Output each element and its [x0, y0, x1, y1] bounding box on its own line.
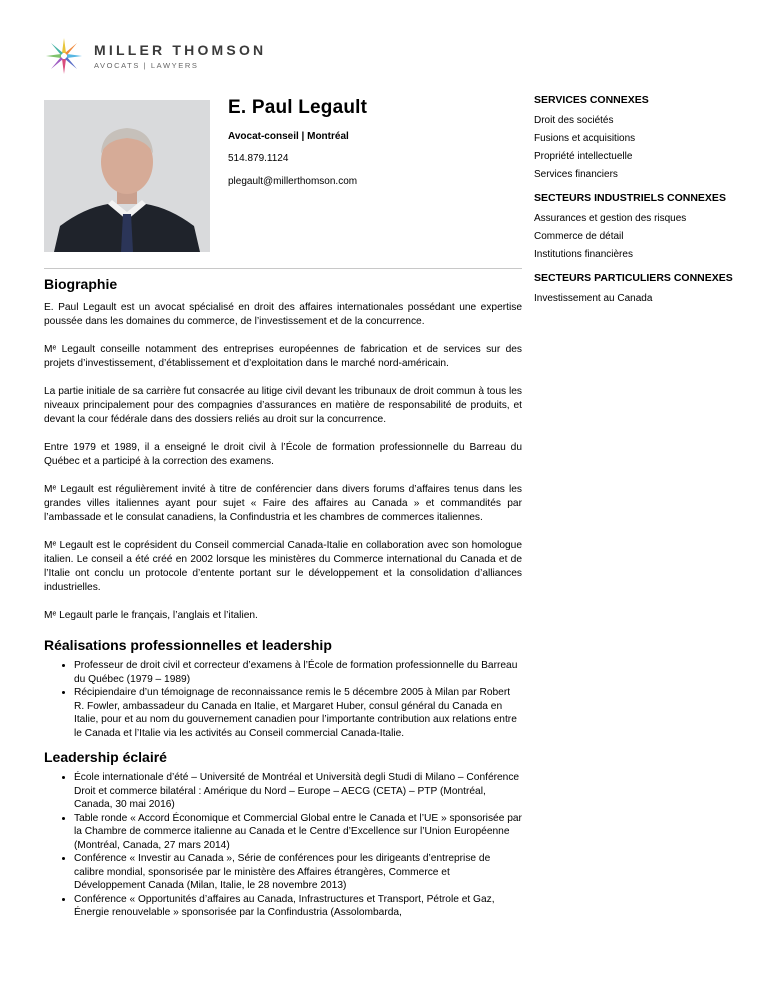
biography-paragraph: Mᵉ Legault parle le français, l’anglais et l’italien. [44, 610, 258, 621]
lawyer-name: E. Paul Legault [228, 97, 368, 118]
related-service-link[interactable]: Droit des sociétés [534, 115, 614, 126]
biography-paragraph: Entre 1979 et 1989, il a enseigné le droit civil à l’École de formation professionnelle du Barreau du Québec et a participé à la correction des examens. [44, 442, 522, 467]
biography-paragraph: E. Paul Legault est un avocat spécialisé en droit des affaires internationales possédant une expertise poussée dans les domaines du commerce, de l’investissement et de la concurrence. [44, 302, 522, 327]
thought-leadership-heading: Leadership éclairé [44, 749, 167, 765]
related-industry-link[interactable]: Assurances et gestion des risques [534, 213, 687, 224]
related-particular-link[interactable]: Investissement au Canada [534, 293, 653, 304]
firm-tagline: AVOCATS | LAWYERS [94, 61, 199, 70]
related-industry-link[interactable]: Institutions financières [534, 249, 633, 260]
achievements-heading: Réalisations professionnelles et leadership [44, 637, 332, 653]
related-service-link[interactable]: Fusions et acquisitions [534, 133, 636, 144]
starburst-logo-icon [44, 36, 84, 76]
related-particular-sectors [534, 270, 734, 308]
related-service-link[interactable]: Propriété intellectuelle [534, 151, 633, 162]
thought-leadership-list [44, 771, 522, 920]
list-item: • Professeur de droit civil et correcteur d’examens à l’École de formation professionnelle du Barreau du Québec (1979 – 1989) [74, 659, 522, 686]
email-link[interactable]: plegault@millerthomson.com [228, 176, 358, 187]
biography-paragraph: Mᵉ Legault est régulièrement invité à titre de conférencier dans divers forums d’affaires tenus dans les grandes villes italiennes ayant pour sujet « Faire des affaires au Canada » et commandités par l’ambassade et le consulat canadiens, la Confindustria et les chambres de commerces italiennes. [44, 484, 522, 523]
list-item: • Récipiendaire d’un témoignage de reconnaissance remis le 5 décembre 2005 à Milan par Robert R. Fowler, ambassadeur du Canada en Italie, et Margaret Huber, consul général du Canada en Italie, pour et au nom du gouvernement canadien pour l’importante contribution aux relations entre le Canada et l’Italie via les activités au Conseil commercial Canada-Italie. [74, 686, 522, 740]
related-industries-heading: SECTEURS INDUSTRIELS CONNEXES [534, 192, 726, 204]
biography-paragraph: La partie initiale de sa carrière fut consacrée au litige civil devant les tribunaux de droit commun à tous les niveaux principalement pour des compagnies d’assurances en matière de responsabilité de produits, et devant la cour fédérale dans des dossiers reliés au droit sur la concurrence. [44, 386, 522, 425]
list-item: • Conférence « Opportunités d’affaires au Canada, Infrastructures et Transport, Pétrole et Gaz, Énergie renouvelable » sponsorisée par la Confindustria (Assolombarda, [74, 893, 522, 920]
phone-number[interactable]: 514.879.1124 [228, 153, 289, 164]
related-industry-link[interactable]: Commerce de détail [534, 231, 624, 242]
biography-paragraph: Mᵉ Legault conseille notamment des entreprises européennes de fabrication et de services sur des projets d’investissement, d’établissement et d’exploitation dans le marché nord-américain. [44, 344, 522, 369]
header-divider [44, 268, 522, 269]
biography-paragraph: Mᵉ Legault est le coprésident du Conseil commercial Canada-Italie en collaboration avec son homologue italien. Le conseil a été créé en 2002 lorsque les ministères du Commerce international du Canada et de l’Italie ont conclu un protocole d’entente portant sur le développement et la consolidation d’alliances industrielles. [44, 540, 522, 593]
related-particular-heading: SECTEURS PARTICULIERS CONNEXES [534, 272, 733, 284]
biography-heading: Biographie [44, 276, 118, 292]
related-industries [534, 190, 734, 264]
main-content [44, 276, 522, 929]
achievements-list [44, 659, 522, 740]
list-item: • Conférence « Investir au Canada », Série de conférences pour les dirigeants d’entreprise de calibre mondial, sponsorisée par le ministère des Affaires étrangères, Commerce et Développement Canada (Milan, Italie, le 28 novembre 2013) [74, 852, 522, 893]
related-services-heading: SERVICES CONNEXES [534, 94, 649, 106]
related-sidebar [534, 92, 734, 314]
list-item: • Table ronde « Accord Économique et Commercial Global entre le Canada et l’UE » sponsorisée par la Chambre de commerce italienne au Canada et le Centre d’Excellence sur l’Union Européenne (Montréal, Canada, 27 mars 2014) [74, 812, 522, 853]
profile-header [228, 97, 508, 199]
related-services [534, 92, 734, 184]
related-service-link[interactable]: Services financiers [534, 169, 618, 180]
list-item: • École internationale d’été – Université de Montréal et Università degli Studi di Milano – Conférence Droit et commerce bilatéral : Amérique du Nord – Europe – AECG (CETA) – PTP (Montréal, Canada, 30 mai 2016) [74, 771, 522, 812]
lawyer-role: Avocat-conseil | Montréal [228, 131, 349, 142]
firm-logo[interactable] [44, 34, 266, 78]
profile-photo [44, 100, 210, 252]
firm-name: MILLER THOMSON [94, 42, 267, 58]
